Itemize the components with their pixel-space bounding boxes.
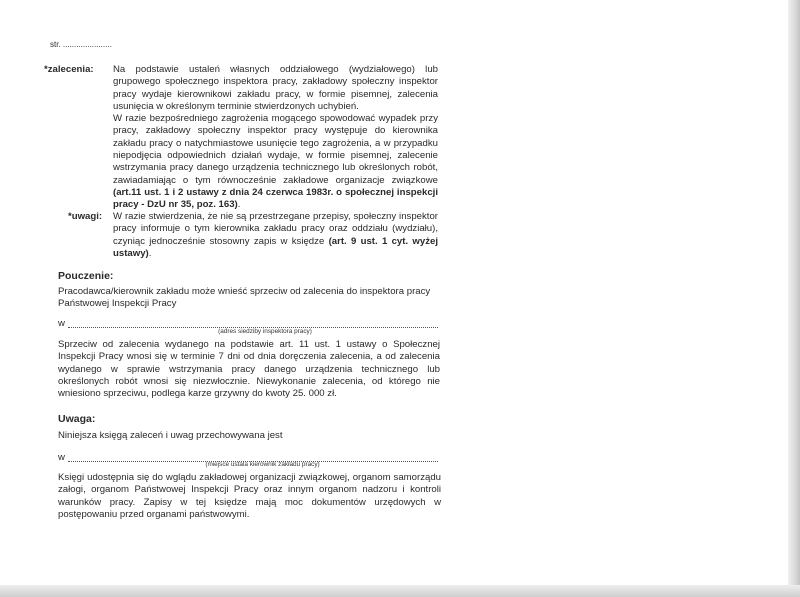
zalecenia-legal-reference: (art.11 ust. 1 i 2 ustawy z dnia 24 czerwca 1983r. o społecznej inspekcji pracy - DzU nr 35, poz. 163) <box>113 186 438 211</box>
uwagi-legal-reference: (art. 9 ust. 1 cyt. wyżej ustawy) <box>113 235 438 259</box>
zalecenia-paragraph-2-text: W razie bezpośredniego zagrożenia mogącego spowodować wypadek przy pracy, zakładowy społeczny inspektor pracy występuje do kierownika zakładu pracy o natychmiastowe usunięcie tego zagrożenia, a w przypadku niepodjęcia odpowiednich działań wydaje, w formie pisemnej, zalecenie wstrzymania pracy danego urządzenia technicznego lub określonych robót, zawiadamiając o tym równocześnie zakładowe organizacje związkowe <box>113 113 438 186</box>
uwagi-label: *uwagi: <box>68 211 103 222</box>
uwagi-body <box>113 211 438 260</box>
zalecenia-paragraph-1: Na podstawie ustaleń własnych oddziałowego (wydziałowego) lub grupowego społecznego inspektora pracy, zakładowy społeczny inspektor pracy wydaje kierownikowi zakładu pracy, w formie pisemnej, zalecenia usunięcia w określonym terminie stwierdzonych uchybień. <box>113 64 438 112</box>
page-bottom-edge <box>0 585 800 597</box>
zalecenia-label: *zalecenia: <box>44 64 94 75</box>
zalecenia-paragraph-2-end: . <box>237 199 241 211</box>
zalecenia-paragraph-2 <box>113 113 438 211</box>
uwaga-location-caption: (miejsce ustala kierownik zakładu pracy) <box>205 461 320 468</box>
pouczenie-w-label: w <box>58 318 65 329</box>
uwagi-end: . <box>148 247 152 259</box>
pouczenie-text: Pracodawca/kierownik zakładu może wnieść sprzeciw od zalecenia do inspektora pracy Państwowej Inspekcji Pracy <box>58 286 431 310</box>
uwagi-text: W razie stwierdzenia, że nie są przestrzegane przepisy, społeczny inspektor pracy informuje o tym kierownika zakładu pracy oraz oddziału (wydziału), czyniąc jednocześnie stosowny zapis w księdze <box>113 211 438 247</box>
uwaga-w-label: w <box>58 452 65 463</box>
pouczenie-heading: Pouczenie: <box>58 270 114 282</box>
page-reference: str. ...................... <box>50 40 112 49</box>
zalecenia-body <box>113 64 438 212</box>
pouczenie-address-caption: (adres siedziby inspektora pracy) <box>218 328 312 335</box>
uwaga-text: Niniejsza księgą zaleceń i uwag przechowywana jest <box>58 430 283 441</box>
uwaga-paragraph: Księgi udostępnia się do wglądu zakładowej organizacji związkowej, organom samorządu załogi, organom Państwowej Inspekcji Pracy oraz innym organom nadzoru i kontroli warunków pracy. Zapisy w tej księdze mają moc dokumentów urzędowych w postępowaniu przed organami państwowymi. <box>58 472 441 520</box>
page-right-edge <box>788 0 800 597</box>
pouczenie-paragraph: Sprzeciw od zalecenia wydanego na podstawie art. 11 ust. 1 ustawy o Społecznej Inspekcji Pracy wnosi się w terminie 7 dni od dnia doręczenia zalecenia, a od zalecenia wydanego w sprawie wstrzymania pracy danego urządzenia technicznego lub określonych robót wnosi się niezwłocznie. Niewykonanie zalecenia, od którego nie wniesiono sprzeciwu, podlega karze grzywny do kwoty 25. 000 zł. <box>58 339 440 400</box>
uwaga-heading: Uwaga: <box>58 413 96 425</box>
